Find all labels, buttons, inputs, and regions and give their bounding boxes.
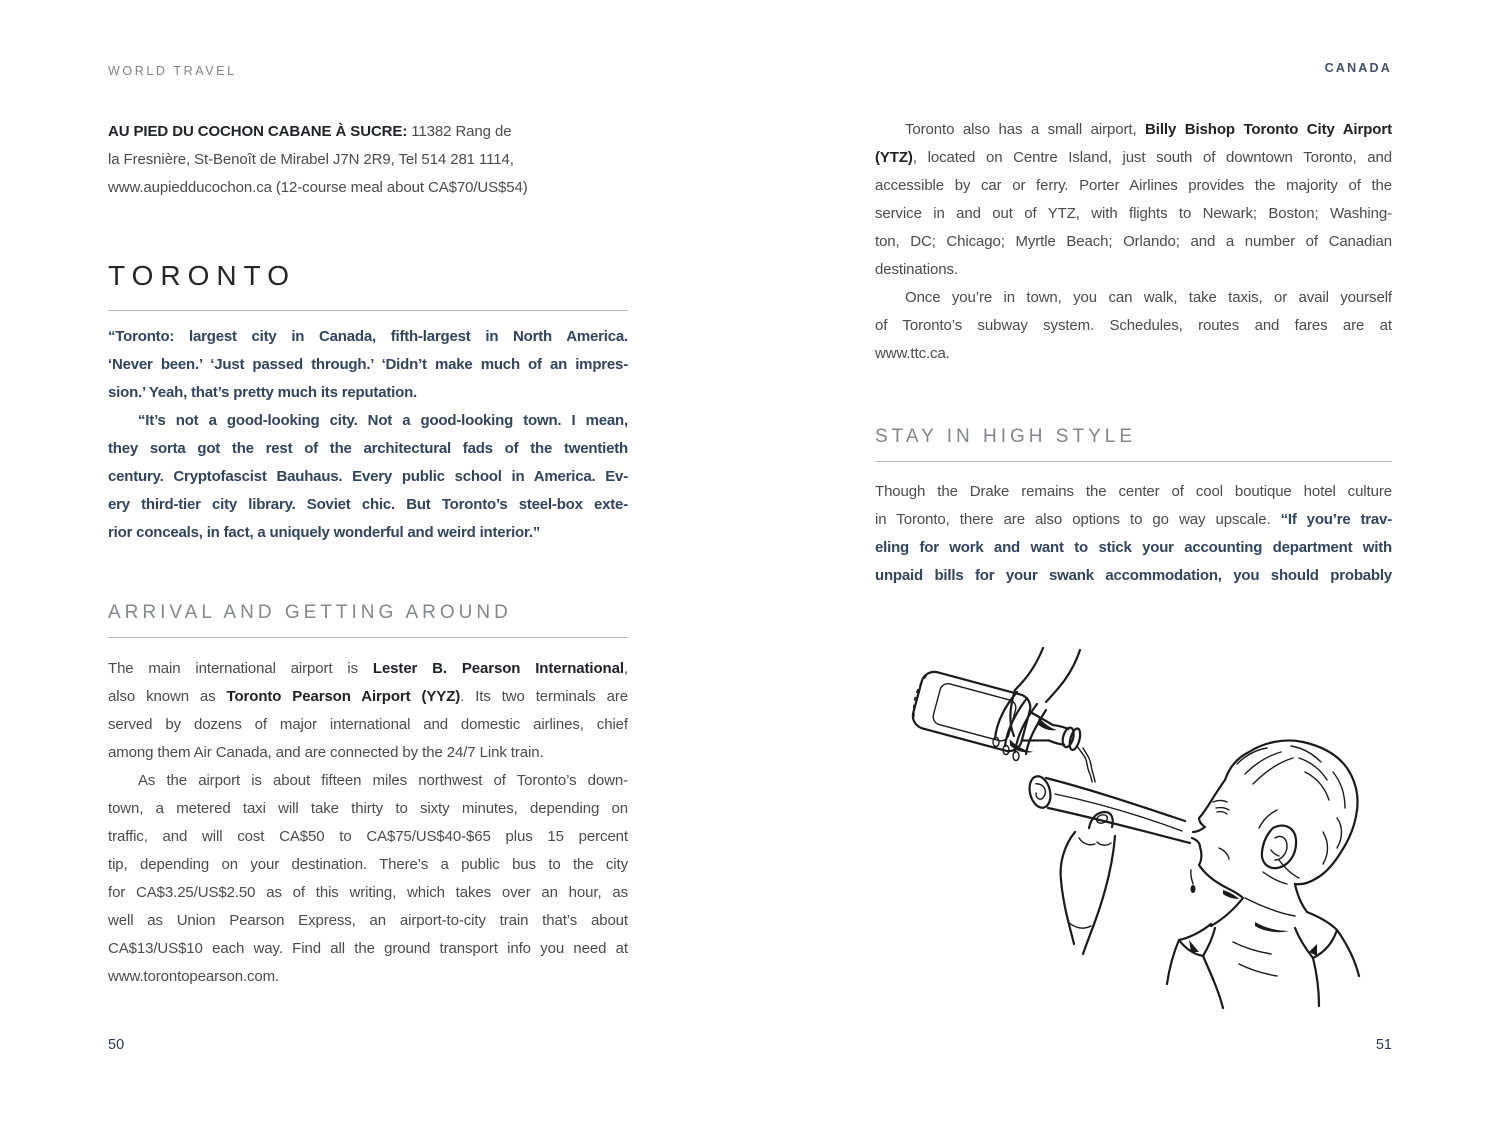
toronto-quote-paragraphs <box>108 323 628 547</box>
neck-shadow <box>1255 922 1289 932</box>
text-line: accessible by car or ferry. Porter Airlines provides the majority of the <box>875 177 1392 194</box>
ear-outer <box>1262 826 1296 868</box>
fingernail-3 <box>1013 752 1019 761</box>
chapter-title: TORONTO <box>108 260 296 291</box>
page-number-left: 50 <box>108 1037 125 1053</box>
text-line: Once you’re in town, you can walk, take taxis, or avail yourself <box>905 289 1392 306</box>
text-line: The main international airport is Lester B. Pearson International, <box>108 660 628 677</box>
running-head-right: CANADA <box>1324 61 1392 75</box>
text-line: destinations. <box>875 261 958 278</box>
text-line: Toronto also has a small airport, Billy Bishop Toronto City Airport <box>905 121 1392 138</box>
section-heading-arrival: ARRIVAL AND GETTING AROUND <box>108 602 512 623</box>
newspaper-tube-top <box>1046 778 1185 821</box>
collar-neckline <box>1245 898 1295 916</box>
face-profile <box>1192 780 1243 926</box>
page-number-right: 51 <box>1375 1037 1392 1053</box>
text-line: for CA$3.25/US$2.50 as of this writing, which takes over an hour, as <box>108 884 628 901</box>
text-line: sion.’ Yeah, that’s pretty much its reputation. <box>108 384 417 401</box>
pour-arm-right-edge <box>1046 650 1080 702</box>
section-rule-arrival <box>108 637 628 638</box>
text-line: ton, DC; Chicago; Myrtle Beach; Orlando; and a number of Canadian <box>875 233 1392 250</box>
drinking-funnel-illustration <box>893 622 1385 1020</box>
running-head-left: WORLD TRAVEL <box>108 64 237 78</box>
text-line: among them Air Canada, and are connected by the 24/7 Link train. <box>108 744 544 761</box>
text-line: “Toronto: largest city in Canada, fifth-largest in North America. <box>108 328 628 345</box>
airport-body-paragraphs <box>875 116 1392 368</box>
bottle-neck <box>1049 724 1069 745</box>
text-line: of Toronto’s subway system. Schedules, routes and fares are at <box>875 317 1392 334</box>
text-line: served by dozens of major international and domestic airlines, chief <box>108 716 628 733</box>
text-line: ery third-tier city library. Soviet chic. But Toronto’s steel-box exte- <box>108 496 628 513</box>
hair-outline <box>1225 740 1358 884</box>
text-line: eling for work and want to stick your accounting department with <box>875 539 1392 556</box>
text-line: well as Union Pearson Express, an airport-to-city train that’s about <box>108 912 628 929</box>
cheek-crease <box>1219 848 1229 859</box>
arrival-body-paragraphs <box>108 655 628 991</box>
pour-stream-right <box>1083 748 1095 782</box>
hand-right-edge <box>1083 836 1115 954</box>
text-line: (YTZ), located on Centre Island, just south of downtown Toronto, and <box>875 149 1392 166</box>
text-line: www.ttc.ca. <box>875 345 950 362</box>
stay-body-paragraphs <box>875 478 1392 590</box>
text-line: also known as Toronto Pearson Airport (YYZ). Its two terminals are <box>108 688 628 705</box>
section-heading-stay: STAY IN HIGH STYLE <box>875 426 1136 447</box>
pour-arm-left-edge <box>1015 648 1043 690</box>
section-rule-stay <box>875 461 1392 462</box>
bottle-shoulder-bottom <box>1022 734 1049 747</box>
text-line: www.torontopearson.com. <box>108 968 280 985</box>
text-line: service in and out of YTZ, with flights to Newark; Boston; Washing- <box>875 205 1392 222</box>
hand-left-edge <box>1061 832 1075 944</box>
ear-inner <box>1271 836 1287 860</box>
text-line: traffic, and will cost CA$50 to CA$75/US$40-$65 plus 15 percent <box>108 828 628 845</box>
neck-back <box>1295 884 1307 912</box>
text-line: la Fresnière, St-Benoît de Mirabel J7N 2R9, Tel 514 281 1114, <box>108 151 514 168</box>
wrist-crease <box>1068 922 1091 928</box>
knuckle-lines <box>1079 838 1111 845</box>
title-rule <box>108 310 628 311</box>
shirt-folds <box>1233 942 1277 976</box>
text-line: they sorta got the rest of the architectural fads of the twentieth <box>108 440 628 457</box>
text-line: tip, depending on your destination. There’s a public bus to the city <box>108 856 628 873</box>
text-line: town, a metered taxi will take thirty to sixty minutes, depending on <box>108 800 628 817</box>
bottle-mouth <box>1068 727 1082 751</box>
text-line: century. Cryptofascist Bauhaus. Every public school in America. Ev- <box>108 468 628 485</box>
text-line: unpaid bills for your swank accommodation, you should probably <box>875 567 1392 584</box>
text-line: “It’s not a good-looking city. Not a good-looking town. I mean, <box>138 412 628 429</box>
restaurant-address-block <box>108 118 628 202</box>
text-line: CA$13/US$10 each way. Find all the ground transport info you need at <box>108 940 628 957</box>
drip-line <box>1191 870 1193 884</box>
text-line: in Toronto, there are also options to go way upscale. “If you’re trav- <box>875 511 1392 528</box>
text-line: ‘Never been.’ ‘Just passed through.’ ‘Didn’t make much of an impres- <box>108 356 628 373</box>
text-line: As the airport is about fifteen miles northwest of Toronto’s down- <box>138 772 628 789</box>
text-line: Though the Drake remains the center of cool boutique hotel culture <box>875 483 1392 500</box>
text-line: AU PIED DU COCHON CABANE À SUCRE: 11382 Rang de <box>108 123 512 140</box>
hair-waves <box>1237 746 1345 884</box>
eyebrow <box>1213 801 1227 803</box>
text-line: www.aupiedducochon.ca (12-course meal about CA$70/US$54) <box>108 179 528 196</box>
eye <box>1216 808 1229 814</box>
drip-droplet <box>1191 885 1196 893</box>
text-line: rior conceals, in fact, a uniquely wonderful and weird interior.” <box>108 524 541 541</box>
fingernail-1 <box>993 738 999 747</box>
